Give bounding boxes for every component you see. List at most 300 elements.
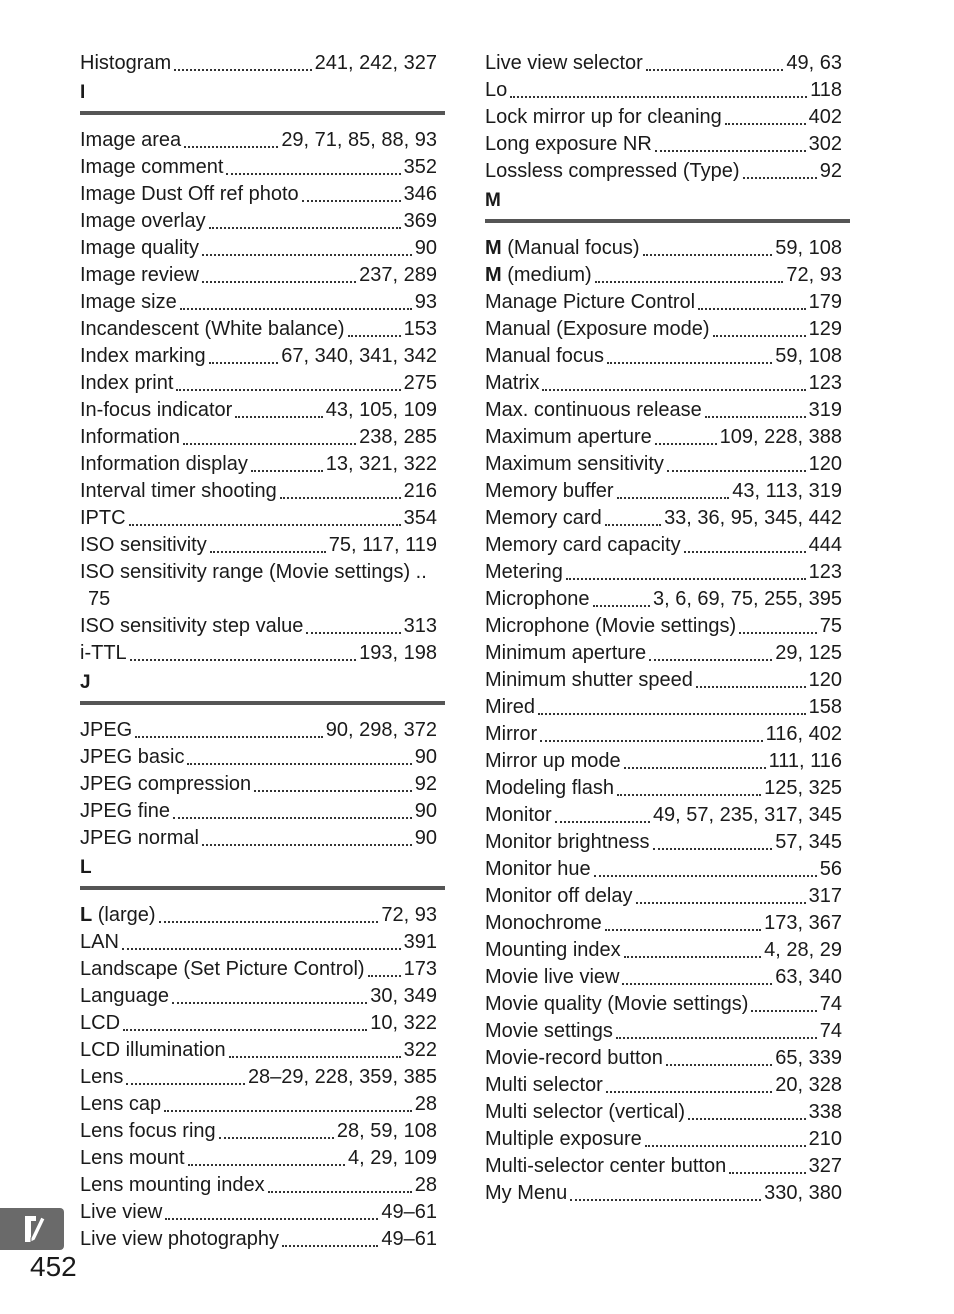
index-term-text: ISO sensitivity step value — [80, 615, 304, 637]
index-term — [80, 640, 127, 667]
index-page-refs: 346 — [403, 183, 437, 205]
dot-leader — [655, 142, 806, 152]
dot-leader — [666, 1056, 772, 1066]
index-term — [485, 586, 590, 613]
dot-leader — [595, 273, 784, 283]
index-entry — [80, 1010, 437, 1037]
index-page-refs: 123 — [808, 372, 842, 394]
index-term — [80, 929, 119, 956]
index-term-text: Monochrome — [485, 912, 602, 934]
index-page-refs: 90, 298, 372 — [325, 719, 437, 741]
index-term — [80, 771, 251, 798]
index-term-text: Live view — [80, 1201, 163, 1223]
dot-leader — [605, 921, 761, 931]
dot-leader — [713, 327, 806, 337]
index-page-refs: 173, 367 — [764, 912, 842, 934]
index-page-refs: 90 — [414, 746, 437, 768]
index-entry — [80, 127, 437, 154]
index-term-text: Interval timer shooting — [80, 480, 277, 502]
index-pencil-icon — [22, 1213, 46, 1245]
index-entry — [485, 316, 842, 343]
index-entry — [485, 802, 842, 829]
dot-leader — [209, 354, 279, 364]
dot-leader — [202, 273, 356, 283]
index-term-text: Lock mirror up for cleaning — [485, 106, 722, 128]
dot-leader — [219, 1129, 334, 1139]
index-term-text: Lens cap — [80, 1093, 162, 1115]
index-entry — [485, 1126, 842, 1153]
index-page-refs: 158 — [808, 696, 842, 718]
index-entry — [485, 910, 842, 937]
index-term-text: Multi selector — [485, 1074, 603, 1096]
dot-leader — [202, 836, 412, 846]
dot-leader — [540, 732, 762, 742]
index-page-refs: 3, 6, 69, 75, 255, 395 — [652, 588, 842, 610]
index-term-text: Microphone (Movie settings) — [485, 615, 737, 637]
index-page-refs: 369 — [403, 210, 437, 232]
dot-leader — [174, 61, 312, 71]
index-page-refs: 302 — [808, 133, 842, 155]
index-term-text: Histogram — [80, 52, 172, 74]
index-entry — [485, 104, 842, 131]
index-entry — [80, 1037, 437, 1064]
index-term — [485, 104, 722, 131]
index-term-text: Memory card capacity — [485, 534, 681, 556]
dot-leader — [172, 994, 367, 1004]
index-term — [485, 991, 748, 1018]
index-page-refs: 28 — [414, 1174, 437, 1196]
index-page-refs: 193, 198 — [359, 642, 437, 664]
dot-leader — [636, 894, 806, 904]
index-term-text: Incandescent (White balance) — [80, 318, 345, 340]
index-term — [485, 802, 552, 829]
index-term — [485, 451, 664, 478]
index-entry — [485, 289, 842, 316]
index-entry — [80, 613, 437, 640]
index-entry — [80, 424, 437, 451]
dot-leader — [202, 246, 412, 256]
index-page-refs: 327 — [808, 1155, 842, 1177]
index-entry — [485, 1072, 842, 1099]
dot-leader — [698, 300, 806, 310]
dot-leader — [164, 1102, 412, 1112]
index-entry — [485, 424, 842, 451]
dot-leader — [605, 516, 661, 526]
index-page-refs: 153 — [403, 318, 437, 340]
index-term-text: Landscape (Set Picture Control) — [80, 958, 365, 980]
index-entry — [485, 937, 842, 964]
index-entry — [485, 613, 842, 640]
section-letter: I — [80, 82, 86, 103]
index-term — [485, 316, 710, 343]
index-page-refs: 319 — [808, 399, 842, 421]
index-entry — [80, 235, 437, 262]
index-entry — [485, 1099, 842, 1126]
dot-leader — [616, 1029, 817, 1039]
dot-leader — [594, 867, 817, 877]
index-entry — [80, 744, 437, 771]
index-term-text: Image quality — [80, 237, 199, 259]
index-entry — [80, 559, 437, 613]
index-term-text: Live view selector — [485, 52, 643, 74]
index-page-refs: 338 — [808, 1101, 842, 1123]
index-page-refs: 49–61 — [381, 1228, 437, 1250]
index-page-refs: 90 — [414, 237, 437, 259]
index-term-text: Information display — [80, 453, 248, 475]
index-page-refs: 72, 93 — [786, 264, 842, 286]
index-term-text: Minimum shutter speed — [485, 669, 693, 691]
page-number: 452 — [30, 1251, 77, 1282]
index-entry — [80, 717, 437, 744]
index-term — [485, 397, 702, 424]
index-page-refs: 90 — [414, 800, 437, 822]
index-page-refs: 4, 28, 29 — [764, 939, 842, 961]
index-term-text: ISO sensitivity range (Movie settings) .. — [80, 561, 427, 583]
index-term-text: Movie live view — [485, 966, 620, 988]
index-entry — [80, 1226, 437, 1253]
index-term-text: My Menu — [485, 1182, 568, 1204]
section-divider — [80, 111, 445, 115]
index-term-text: Image Dust Off ref photo — [80, 183, 299, 205]
index-term-text: (large) — [92, 904, 156, 926]
dot-leader — [566, 570, 806, 580]
dot-leader — [268, 1183, 412, 1193]
index-term-text: LCD illumination — [80, 1039, 226, 1061]
index-term-text: Movie settings — [485, 1020, 613, 1042]
index-entry — [80, 1118, 437, 1145]
index-entry — [485, 131, 842, 158]
dot-leader — [173, 809, 412, 819]
dot-leader — [643, 246, 773, 256]
index-entry — [485, 1153, 842, 1180]
index-entry — [485, 77, 842, 104]
dot-leader — [510, 88, 807, 98]
index-term-text: Index marking — [80, 345, 206, 367]
index-page-refs: 238, 285 — [359, 426, 437, 448]
index-entry — [80, 505, 437, 532]
dot-leader — [743, 169, 817, 179]
dot-leader — [159, 913, 379, 923]
index-term-text: Index print — [80, 372, 174, 394]
index-term-text: Monitor hue — [485, 858, 591, 880]
index-entry — [80, 929, 437, 956]
index-term — [485, 50, 643, 77]
index-entry — [485, 775, 842, 802]
section-letter: J — [80, 672, 91, 693]
section-letter-heading — [485, 185, 842, 235]
index-entry — [485, 559, 842, 586]
index-term — [80, 478, 277, 505]
index-term-text: Image review — [80, 264, 199, 286]
section-divider — [485, 219, 850, 223]
index-page-refs: 210 — [808, 1128, 842, 1150]
index-entry — [80, 208, 437, 235]
index-term — [80, 424, 180, 451]
index-page-refs: 391 — [403, 931, 437, 953]
index-term — [485, 748, 621, 775]
index-term-text: Microphone — [485, 588, 590, 610]
index-page-refs: 75, 117, 119 — [328, 534, 437, 556]
index-term-text: JPEG — [80, 719, 133, 741]
index-term — [80, 235, 199, 262]
index-entry — [485, 1018, 842, 1045]
index-page-refs: 109, 228, 388 — [719, 426, 842, 448]
index-term — [80, 1010, 120, 1037]
index-term — [80, 181, 299, 208]
index-page-refs: 59, 108 — [775, 345, 842, 367]
index-entry — [80, 1172, 437, 1199]
index-entry — [80, 397, 437, 424]
index-page-refs: 75 — [88, 588, 111, 610]
index-page-refs: 123 — [808, 561, 842, 583]
index-entry — [485, 235, 842, 262]
dot-leader — [739, 624, 817, 634]
index-term-text: IPTC — [80, 507, 126, 529]
dot-leader — [649, 651, 772, 661]
index-entry — [485, 397, 842, 424]
index-term-text: Monitor — [485, 804, 552, 826]
index-term-text: JPEG normal — [80, 827, 199, 849]
index-entry — [485, 158, 842, 185]
index-term-text: Multi-selector center button — [485, 1155, 727, 1177]
index-term — [80, 397, 232, 424]
index-entry — [80, 771, 437, 798]
index-term-text: Information — [80, 426, 181, 448]
index-entry — [80, 798, 437, 825]
index-term — [80, 983, 169, 1010]
index-page-refs: 49–61 — [381, 1201, 437, 1223]
index-term — [80, 1226, 279, 1253]
index-page-refs: 179 — [808, 291, 842, 313]
index-term-text: (Manual focus) — [501, 237, 640, 259]
index-term — [80, 1145, 185, 1172]
index-term — [485, 1072, 603, 1099]
index-term — [485, 235, 640, 262]
index-term-text: JPEG basic — [80, 746, 185, 768]
index-term — [485, 775, 614, 802]
dot-leader — [653, 840, 773, 850]
section-divider — [80, 701, 445, 705]
index-entry — [80, 343, 437, 370]
index-page-refs: 216 — [403, 480, 437, 502]
dot-leader — [368, 967, 401, 977]
dot-leader — [183, 435, 356, 445]
index-page-refs: 93 — [414, 291, 437, 313]
index-term-text: (medium) — [501, 264, 592, 286]
index-entry — [485, 829, 842, 856]
index-term — [80, 532, 207, 559]
index-term-text: Lens mounting index — [80, 1174, 265, 1196]
dot-leader — [684, 543, 806, 553]
index-entry — [485, 505, 842, 532]
index-term — [80, 316, 345, 343]
index-term-text: Live view photography — [80, 1228, 280, 1250]
index-term — [80, 956, 365, 983]
index-term-text: JPEG fine — [80, 800, 171, 822]
dot-leader — [645, 1137, 806, 1147]
dot-leader — [646, 61, 784, 71]
index-term — [485, 559, 563, 586]
index-page-refs: 129 — [808, 318, 842, 340]
index-page-refs: 28–29, 228, 359, 385 — [247, 1066, 437, 1088]
index-term — [80, 451, 248, 478]
index-term — [485, 370, 539, 397]
index-entry — [80, 154, 437, 181]
index-entry — [485, 478, 842, 505]
index-term — [485, 667, 693, 694]
index-term — [80, 1199, 162, 1226]
index-entry — [485, 991, 842, 1018]
index-page-refs: 118 — [810, 79, 842, 101]
dot-leader — [705, 408, 806, 418]
index-term — [80, 613, 303, 640]
index-page-refs: 275 — [403, 372, 437, 394]
index-page-refs: 74 — [819, 1020, 842, 1042]
dot-leader — [667, 462, 806, 472]
index-term — [485, 937, 621, 964]
index-entry — [80, 956, 437, 983]
index-column-left — [80, 50, 437, 1253]
index-page-refs: 57, 345 — [775, 831, 842, 853]
index-page-refs: 313 — [403, 615, 437, 637]
index-entry — [485, 586, 842, 613]
index-term-text: Long exposure NR — [485, 133, 652, 155]
dot-leader — [280, 489, 401, 499]
index-term-text: Lens — [80, 1066, 124, 1088]
index-term — [80, 343, 206, 370]
dot-leader — [570, 1191, 761, 1201]
index-term — [485, 1180, 567, 1207]
index-page-refs: 33, 36, 95, 345, 442 — [664, 507, 842, 529]
index-term-text: Manual focus — [485, 345, 604, 367]
index-entry — [80, 983, 437, 1010]
dot-leader — [209, 219, 401, 229]
index-entry — [485, 964, 842, 991]
index-entry — [485, 262, 842, 289]
index-term-text: Maximum sensitivity — [485, 453, 664, 475]
index-term — [80, 208, 206, 235]
dot-leader — [129, 516, 401, 526]
dot-leader — [126, 1075, 245, 1085]
index-term-text: Lens mount — [80, 1147, 185, 1169]
index-term — [80, 505, 126, 532]
index-entry — [80, 1145, 437, 1172]
index-entry — [80, 181, 437, 208]
index-entry — [485, 451, 842, 478]
dot-leader — [607, 354, 772, 364]
dot-leader — [725, 115, 806, 125]
dot-leader — [622, 975, 772, 985]
index-entry — [80, 902, 437, 929]
index-term — [80, 127, 181, 154]
index-term — [80, 825, 199, 852]
index-entry — [80, 370, 437, 397]
index-page-refs: 72, 93 — [381, 904, 437, 926]
index-term — [485, 478, 614, 505]
index-entry — [485, 721, 842, 748]
dot-leader — [751, 1002, 816, 1012]
index-page-refs: 43, 113, 319 — [732, 480, 842, 502]
index-term-symbol: M — [485, 264, 502, 286]
dot-leader — [122, 940, 401, 950]
index-term-text: LAN — [80, 931, 119, 953]
index-page-refs: 63, 340 — [775, 966, 842, 988]
dot-leader — [538, 705, 806, 715]
dot-leader — [306, 624, 400, 634]
section-tab — [0, 1208, 64, 1250]
section-letter-heading — [80, 77, 437, 127]
index-term — [485, 721, 537, 748]
index-page-refs: 67, 340, 341, 342 — [281, 345, 437, 367]
section-letter: L — [80, 857, 92, 878]
index-term-text: Image overlay — [80, 210, 206, 232]
index-term-text: Language — [80, 985, 169, 1007]
index-term-text: LCD — [80, 1012, 121, 1034]
dot-leader — [655, 435, 717, 445]
index-term — [485, 424, 652, 451]
dot-leader — [282, 1237, 378, 1247]
index-term-symbol: M — [485, 237, 502, 259]
index-page-refs: 20, 328 — [775, 1074, 842, 1096]
index-term — [485, 640, 646, 667]
index-term — [80, 744, 184, 771]
index-page-refs: 28, 59, 108 — [336, 1120, 437, 1142]
index-page-refs: 4, 29, 109 — [348, 1147, 437, 1169]
index-term-text: JPEG compression — [80, 773, 252, 795]
index-entry — [80, 1064, 437, 1091]
index-entry — [80, 825, 437, 852]
index-term — [485, 883, 633, 910]
index-term — [80, 1118, 216, 1145]
index-page-refs: 120 — [808, 453, 842, 475]
index-page-refs: 111, 116 — [768, 750, 842, 772]
index-term-text: Manual (Exposure mode) — [485, 318, 710, 340]
index-term-text: Matrix — [485, 372, 540, 394]
index-term-text: Mirror up mode — [485, 750, 621, 772]
index-term-text: In-focus indicator — [80, 399, 233, 421]
index-term-text: Max. continuous release — [485, 399, 702, 421]
index-entry — [485, 370, 842, 397]
index-entry — [485, 343, 842, 370]
index-page-refs: 65, 339 — [775, 1047, 842, 1069]
index-term — [485, 1018, 613, 1045]
index-term — [80, 262, 199, 289]
index-term — [80, 289, 177, 316]
index-term — [80, 1091, 161, 1118]
index-term — [485, 505, 602, 532]
index-page-refs: 49, 63 — [786, 52, 842, 74]
index-page-refs: 49, 57, 235, 317, 345 — [652, 804, 842, 826]
index-page-refs: 330, 380 — [764, 1182, 842, 1204]
index-term — [485, 856, 591, 883]
index-entry — [485, 532, 842, 559]
dot-leader — [624, 759, 766, 769]
index-term — [485, 1126, 642, 1153]
dot-leader — [555, 813, 650, 823]
dot-leader — [187, 755, 411, 765]
index-page-refs: 402 — [808, 106, 842, 128]
index-term-text: Minimum aperture — [485, 642, 647, 664]
index-entry — [485, 883, 842, 910]
index-page-refs: 56 — [819, 858, 842, 880]
index-term — [485, 1099, 685, 1126]
index-term-text: Modeling flash — [485, 777, 614, 799]
dot-leader — [188, 1156, 346, 1166]
index-page-refs: 92 — [819, 160, 842, 182]
section-divider — [80, 886, 445, 890]
index-term — [485, 1153, 726, 1180]
index-term-text: Movie-record button — [485, 1047, 663, 1069]
